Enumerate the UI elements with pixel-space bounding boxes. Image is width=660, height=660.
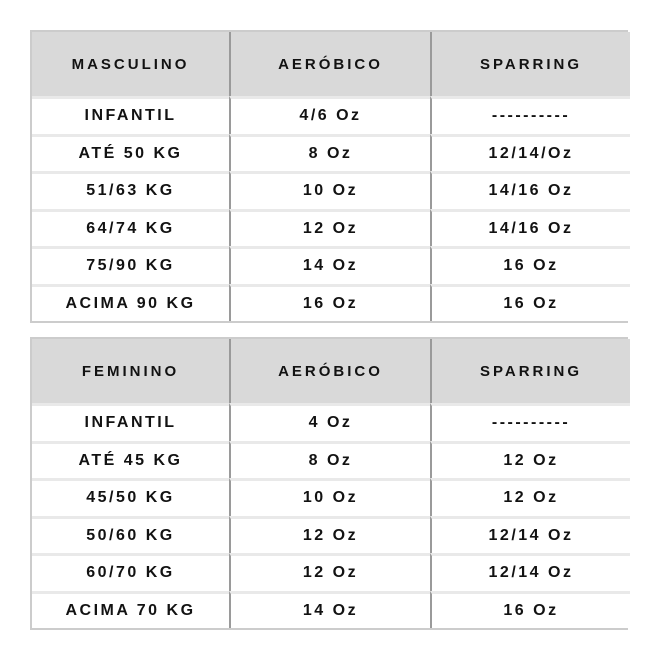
masculino-sparring-value: 14/16 Oz [430,209,630,247]
masculino-row-category: INFANTIL [32,96,229,134]
feminino-aerobico-value: 10 Oz [229,478,430,516]
masculino-aerobico-value: 16 Oz [229,284,430,322]
masculino-aerobico-value: 4/6 Oz [229,96,430,134]
masculino-row-category: 64/74 KG [32,209,229,247]
masculino-header-aerobico: AERÓBICO [229,32,430,96]
masculino-sparring-value: ---------- [430,96,630,134]
masculino-sparring-value: 14/16 Oz [430,171,630,209]
feminino-sparring-value: 12 Oz [430,441,630,479]
feminino-aerobico-value: 14 Oz [229,591,430,629]
feminino-sparring-value: 12 Oz [430,478,630,516]
feminino-row-category: ATÉ 45 KG [32,441,229,479]
masculino-aerobico-value: 12 Oz [229,209,430,247]
feminino-row-category: ACIMA 70 KG [32,591,229,629]
feminino-aerobico-value: 12 Oz [229,516,430,554]
masculino-table [30,30,628,323]
feminino-header-aerobico: AERÓBICO [229,339,430,403]
feminino-header-gender: FEMININO [32,339,229,403]
feminino-table [30,337,628,630]
masculino-aerobico-value: 14 Oz [229,246,430,284]
masculino-row-category: 75/90 KG [32,246,229,284]
masculino-sparring-value: 16 Oz [430,246,630,284]
feminino-sparring-value: 16 Oz [430,591,630,629]
feminino-row-category: 50/60 KG [32,516,229,554]
masculino-aerobico-value: 10 Oz [229,171,430,209]
masculino-sparring-value: 16 Oz [430,284,630,322]
feminino-sparring-value: 12/14 Oz [430,553,630,591]
feminino-row-category: 45/50 KG [32,478,229,516]
feminino-header-sparring: SPARRING [430,339,630,403]
masculino-header-gender: MASCULINO [32,32,229,96]
feminino-sparring-value: 12/14 Oz [430,516,630,554]
feminino-row-category: INFANTIL [32,403,229,441]
masculino-row-category: ATÉ 50 KG [32,134,229,172]
masculino-sparring-value: 12/14/Oz [430,134,630,172]
feminino-aerobico-value: 4 Oz [229,403,430,441]
feminino-sparring-value: ---------- [430,403,630,441]
masculino-row-category: 51/63 KG [32,171,229,209]
masculino-row-category: ACIMA 90 KG [32,284,229,322]
masculino-aerobico-value: 8 Oz [229,134,430,172]
feminino-aerobico-value: 8 Oz [229,441,430,479]
feminino-aerobico-value: 12 Oz [229,553,430,591]
feminino-row-category: 60/70 KG [32,553,229,591]
masculino-header-sparring: SPARRING [430,32,630,96]
